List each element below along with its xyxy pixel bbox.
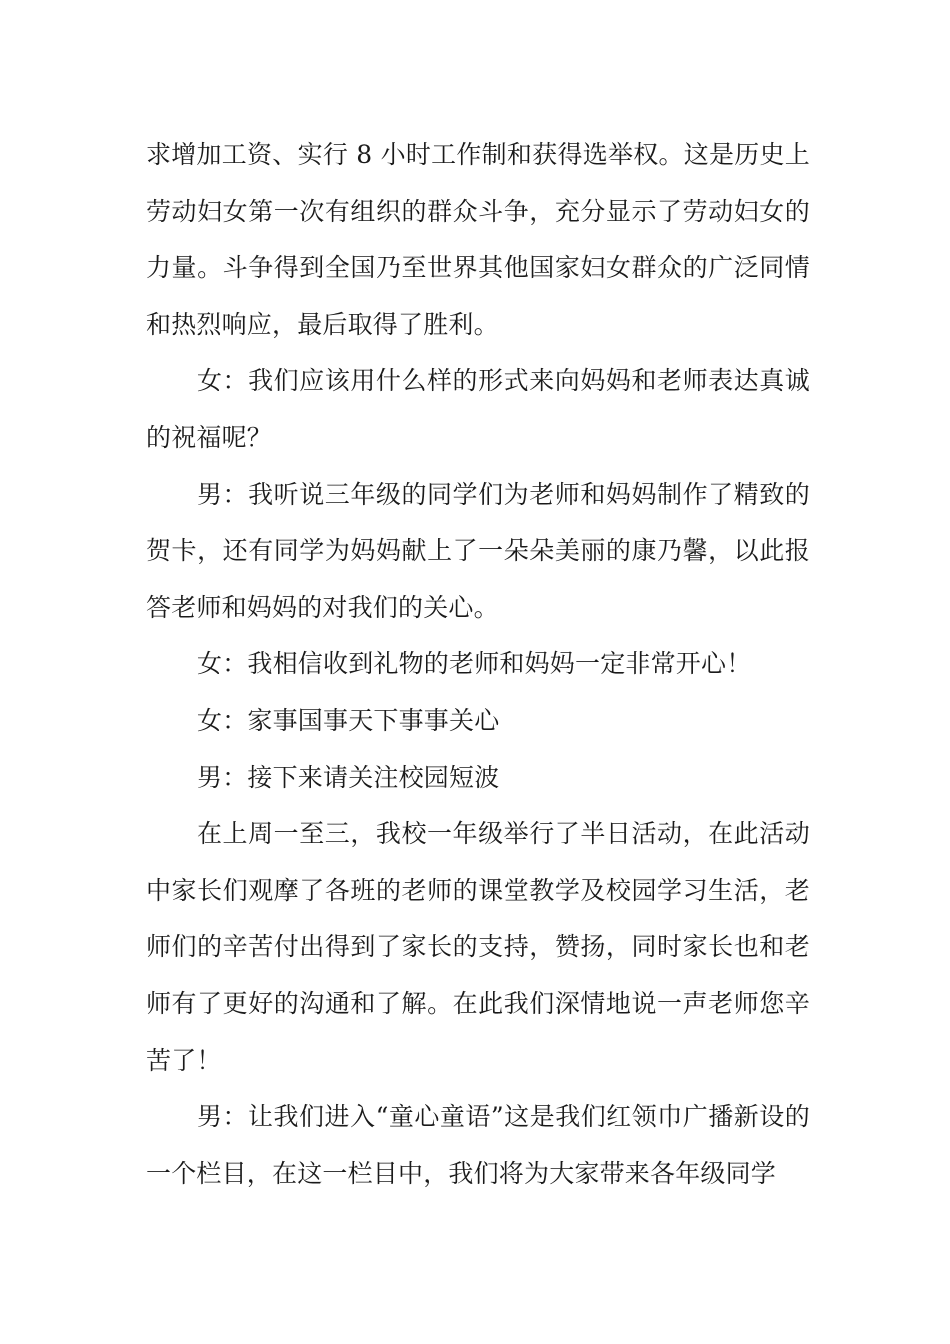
document-body bbox=[146, 127, 810, 1202]
paragraph-campus-news: 在上周一至三，我校一年级举行了半日活动，在此活动中家长们观摩了各班的老师的课堂教学及校园学习生活，老师们的辛苦付出得到了家长的支持，赞扬，同时家长也和老师有了更好的沟通和了解。在此我们深情地说一声老师您辛苦了！ bbox=[146, 819, 810, 1075]
paragraph-history: 求增加工资、实行 8 小时工作制和获得选举权。这是历史上劳动妇女第一次有组织的群众斗争，充分显示了劳动妇女的力量。斗争得到全国乃至世界其他国家妇女群众的广泛同情和热烈响应，最后取得了胜利。 bbox=[146, 140, 810, 339]
paragraph-dialogue-male-2: 男：接下来请关注校园短波 bbox=[197, 762, 500, 792]
paragraph-dialogue-female-1: 女：我们应该用什么样的形式来向妈妈和老师表达真诚的祝福呢？ bbox=[146, 366, 810, 452]
paragraph-dialogue-male-3: 男：让我们进入“童心童语”这是我们红领巾广播新设的一个栏目，在这一栏目中，我们将为大家带来各年级同学 bbox=[146, 1102, 810, 1188]
paragraph-dialogue-female-2: 女：我相信收到礼物的老师和妈妈一定非常开心！ bbox=[197, 649, 752, 679]
paragraph-dialogue-female-3: 女：家事国事天下事事关心 bbox=[197, 705, 500, 735]
paragraph-dialogue-male-1: 男：我听说三年级的同学们为老师和妈妈制作了精致的贺卡，还有同学为妈妈献上了一朵朵美丽的康乃馨，以此报答老师和妈妈的对我们的关心。 bbox=[146, 479, 810, 622]
